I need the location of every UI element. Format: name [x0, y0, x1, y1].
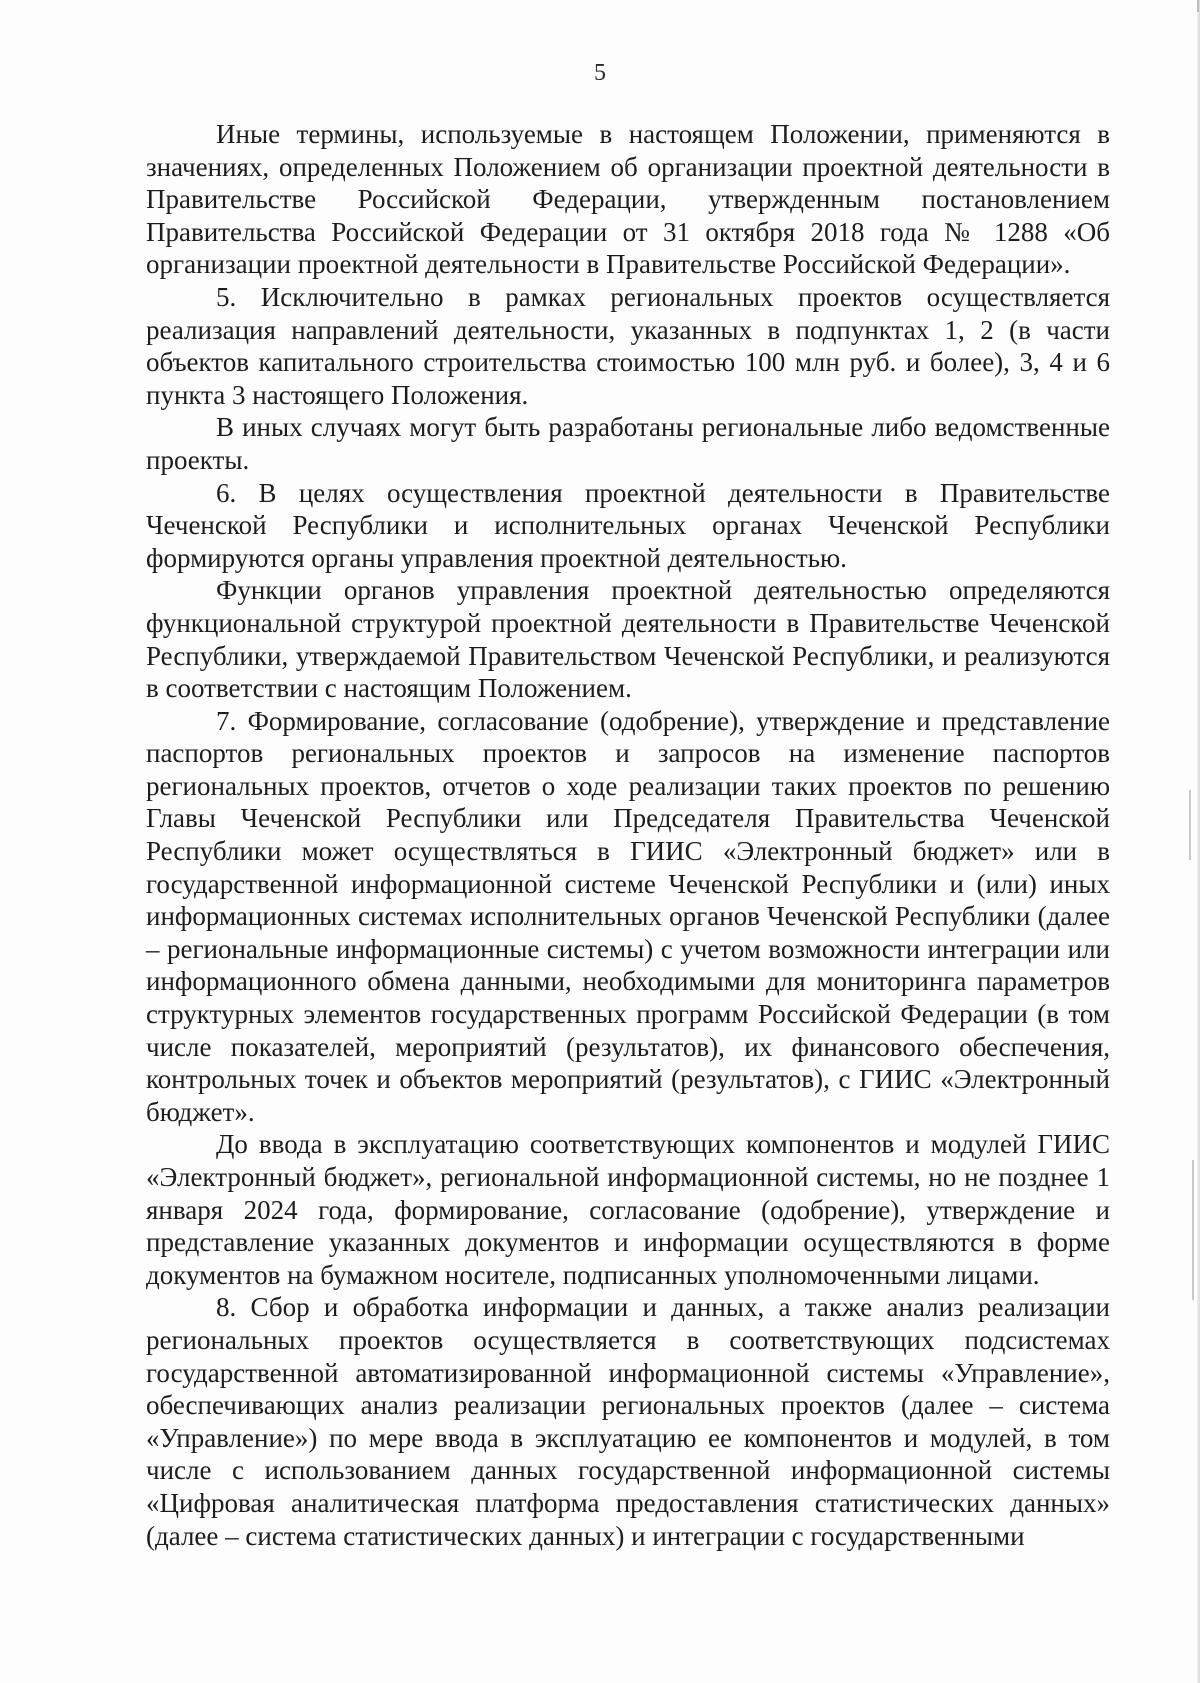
paragraph-before-commissioning: До ввода в эксплуатацию соответствующих компонентов и модулей ГИИС «Электронный бюджет», региональной информационной системы, но не позднее 1 января 2024 года, формирование, согласование (одобрение), утверждение и представление указанных документов и информации осуществляются в форме документов на бумажном носителе, подписанных уполномоченными лицами. — [146, 1129, 1110, 1290]
paragraph-item-5: 5. Исключительно в рамках региональных проектов осуществляется реализация направлений деятельности, указанных в подпунктах 1, 2 (в части объектов капитального строительства стоимостью 100 млн руб. и более), 3, 4 и 6 пункта 3 настоящего Положения. — [146, 281, 1110, 410]
scan-artifact — [1197, 0, 1199, 12]
document-body — [146, 118, 1110, 1552]
paragraph-other-cases: В иных случаях могут быть разработаны региональные либо ведомственные проекты. — [146, 412, 1110, 475]
paragraph-terms: Иные термины, используемые в настоящем Положении, применяются в значениях, определенных Положением об организации проектной деятельности в Правительстве Российской Федерации, утвержденным постановлением Правительства Российской Федерации от 31 октября 2018 года № 1288 «Об организации проектной деятельности в Правительстве Российской Федерации». — [146, 119, 1110, 280]
scan-artifact — [1189, 790, 1191, 860]
paragraph-item-7: 7. Формирование, согласование (одобрение), утверждение и представление паспортов региональных проектов и запросов на изменение паспортов региональных проектов, отчетов о ходе реализации таких проектов по решению Главы Чеченской Республики или Председателя Правительства Чеченской Республики может осуществляться в ГИИС «Электронный бюджет» или в государственной информационной системе Чеченской Республики и (или) иных информационных системах исполнительных органов Чеченской Республики (далее – региональные информационные системы) с учетом возможности интеграции или информационного обмена данными, необходимыми для мониторинга параметров структурных элементов государственных программ Российской Федерации (в том числе показателей, мероприятий (результатов), их финансового обеспечения, контрольных точек и объектов мероприятий (результатов), с ГИИС «Электронный бюджет». — [146, 705, 1110, 1127]
scan-artifact — [1192, 1160, 1194, 1300]
paragraph-item-8: 8. Сбор и обработка информации и данных, а также анализ реализации региональных проектов осуществляется в соответствующих подсистемах государственной автоматизированной информационной системы «Управление», обеспечивающих анализ реализации региональных проектов (далее – система «Управление») по мере ввода в эксплуатацию ее компонентов и модулей, в том числе с использованием данных государственной информационной системы «Цифровая аналитическая платформа предоставления статистических данных» (далее – система статистических данных) и интеграции с государственными — [146, 1292, 1110, 1551]
paragraph-functions: Функции органов управления проектной деятельностью определяются функциональной структурой проектной деятельности в Правительстве Чеченской Республики, утверждаемой Правительством Чеченской Республики, и реализуются в соответствии с настоящим Положением. — [146, 575, 1110, 704]
page-number: 5 — [594, 60, 606, 86]
paragraph-item-6: 6. В целях осуществления проектной деятельности в Правительстве Чеченской Республики и исполнительных органах Чеченской Республики формируются органы управления проектной деятельностью. — [146, 477, 1110, 573]
